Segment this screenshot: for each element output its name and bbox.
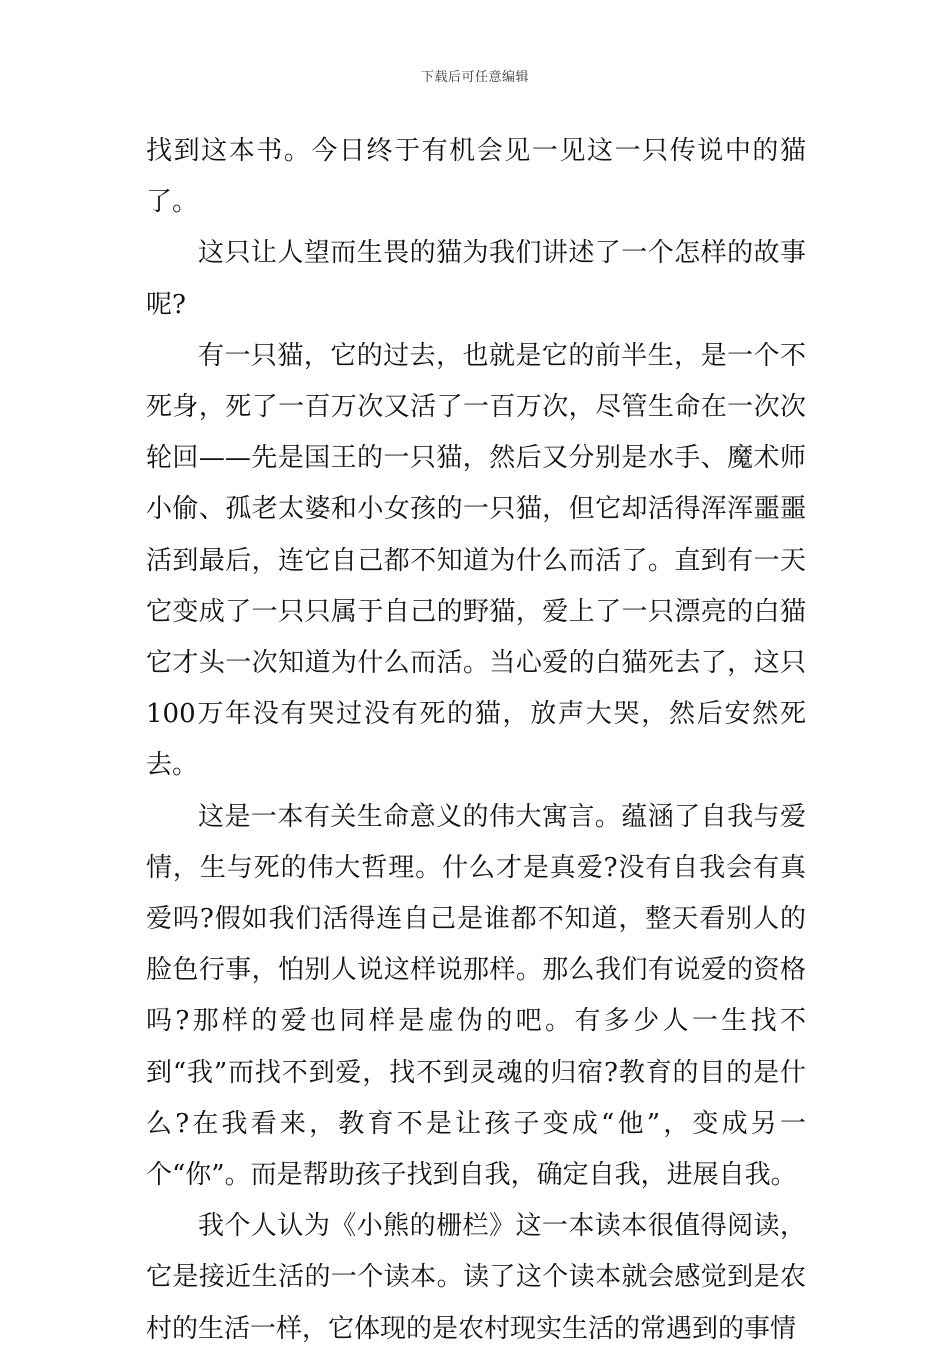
paragraph-3: 有一只猫，它的过去，也就是它的前半生，是一个不死身，死了一百万次又活了一百万次，尽管生命在一次次轮回——先是国王的一只猫，然后又分别是水手、魔术师小偷、孤老太婆和小女孩的一只猫，但它却活得浑浑噩噩活到最后，连它自己都不知道为什么而活了。直到有一天它变成了一只只属于自己的野猫，爱上了一只漂亮的白猫它才头一次知道为什么而活。当心爱的白猫死去了，这只100万年没有哭过没有死的猫，放声大哭，然后安然死去。 <box>146 340 806 781</box>
paragraph-2: 这只让人望而生畏的猫为我们讲述了一个怎样的故事呢? <box>146 238 806 320</box>
body-text <box>146 126 806 1355</box>
page-header: 下载后可任意编辑 <box>420 70 529 85</box>
paragraph-4: 这是一本有关生命意义的伟大寓言。蕴涵了自我与爱情，生与死的伟大哲理。什么才是真爱?没有自我会有真爱吗?假如我们活得连自己是谁都不知道，整天看别人的脸色行事，怕别人说这样说那样。那么我们有说爱的资格吗?那样的爱也同样是虚伪的吧。有多少人一生找不到“我”而找不到爱，找不到灵魂的归宿?教育的目的是什么?在我看来，教育不是让孩子变成“他”，变成另一个“你”。而是帮助孩子找到自我，确定自我，进展自我。 <box>146 801 806 1191</box>
paragraph-1: 找到这本书。今日终于有机会见一见这一只传说中的猫了。 <box>146 136 806 218</box>
paragraph-5: 我个人认为《小熊的栅栏》这一本读本很值得阅读，它是接近生活的一个读本。读了这个读本就会感觉到是农村的生活一样，它体现的是农村现实生活的常遇到的事情 <box>146 1211 806 1344</box>
